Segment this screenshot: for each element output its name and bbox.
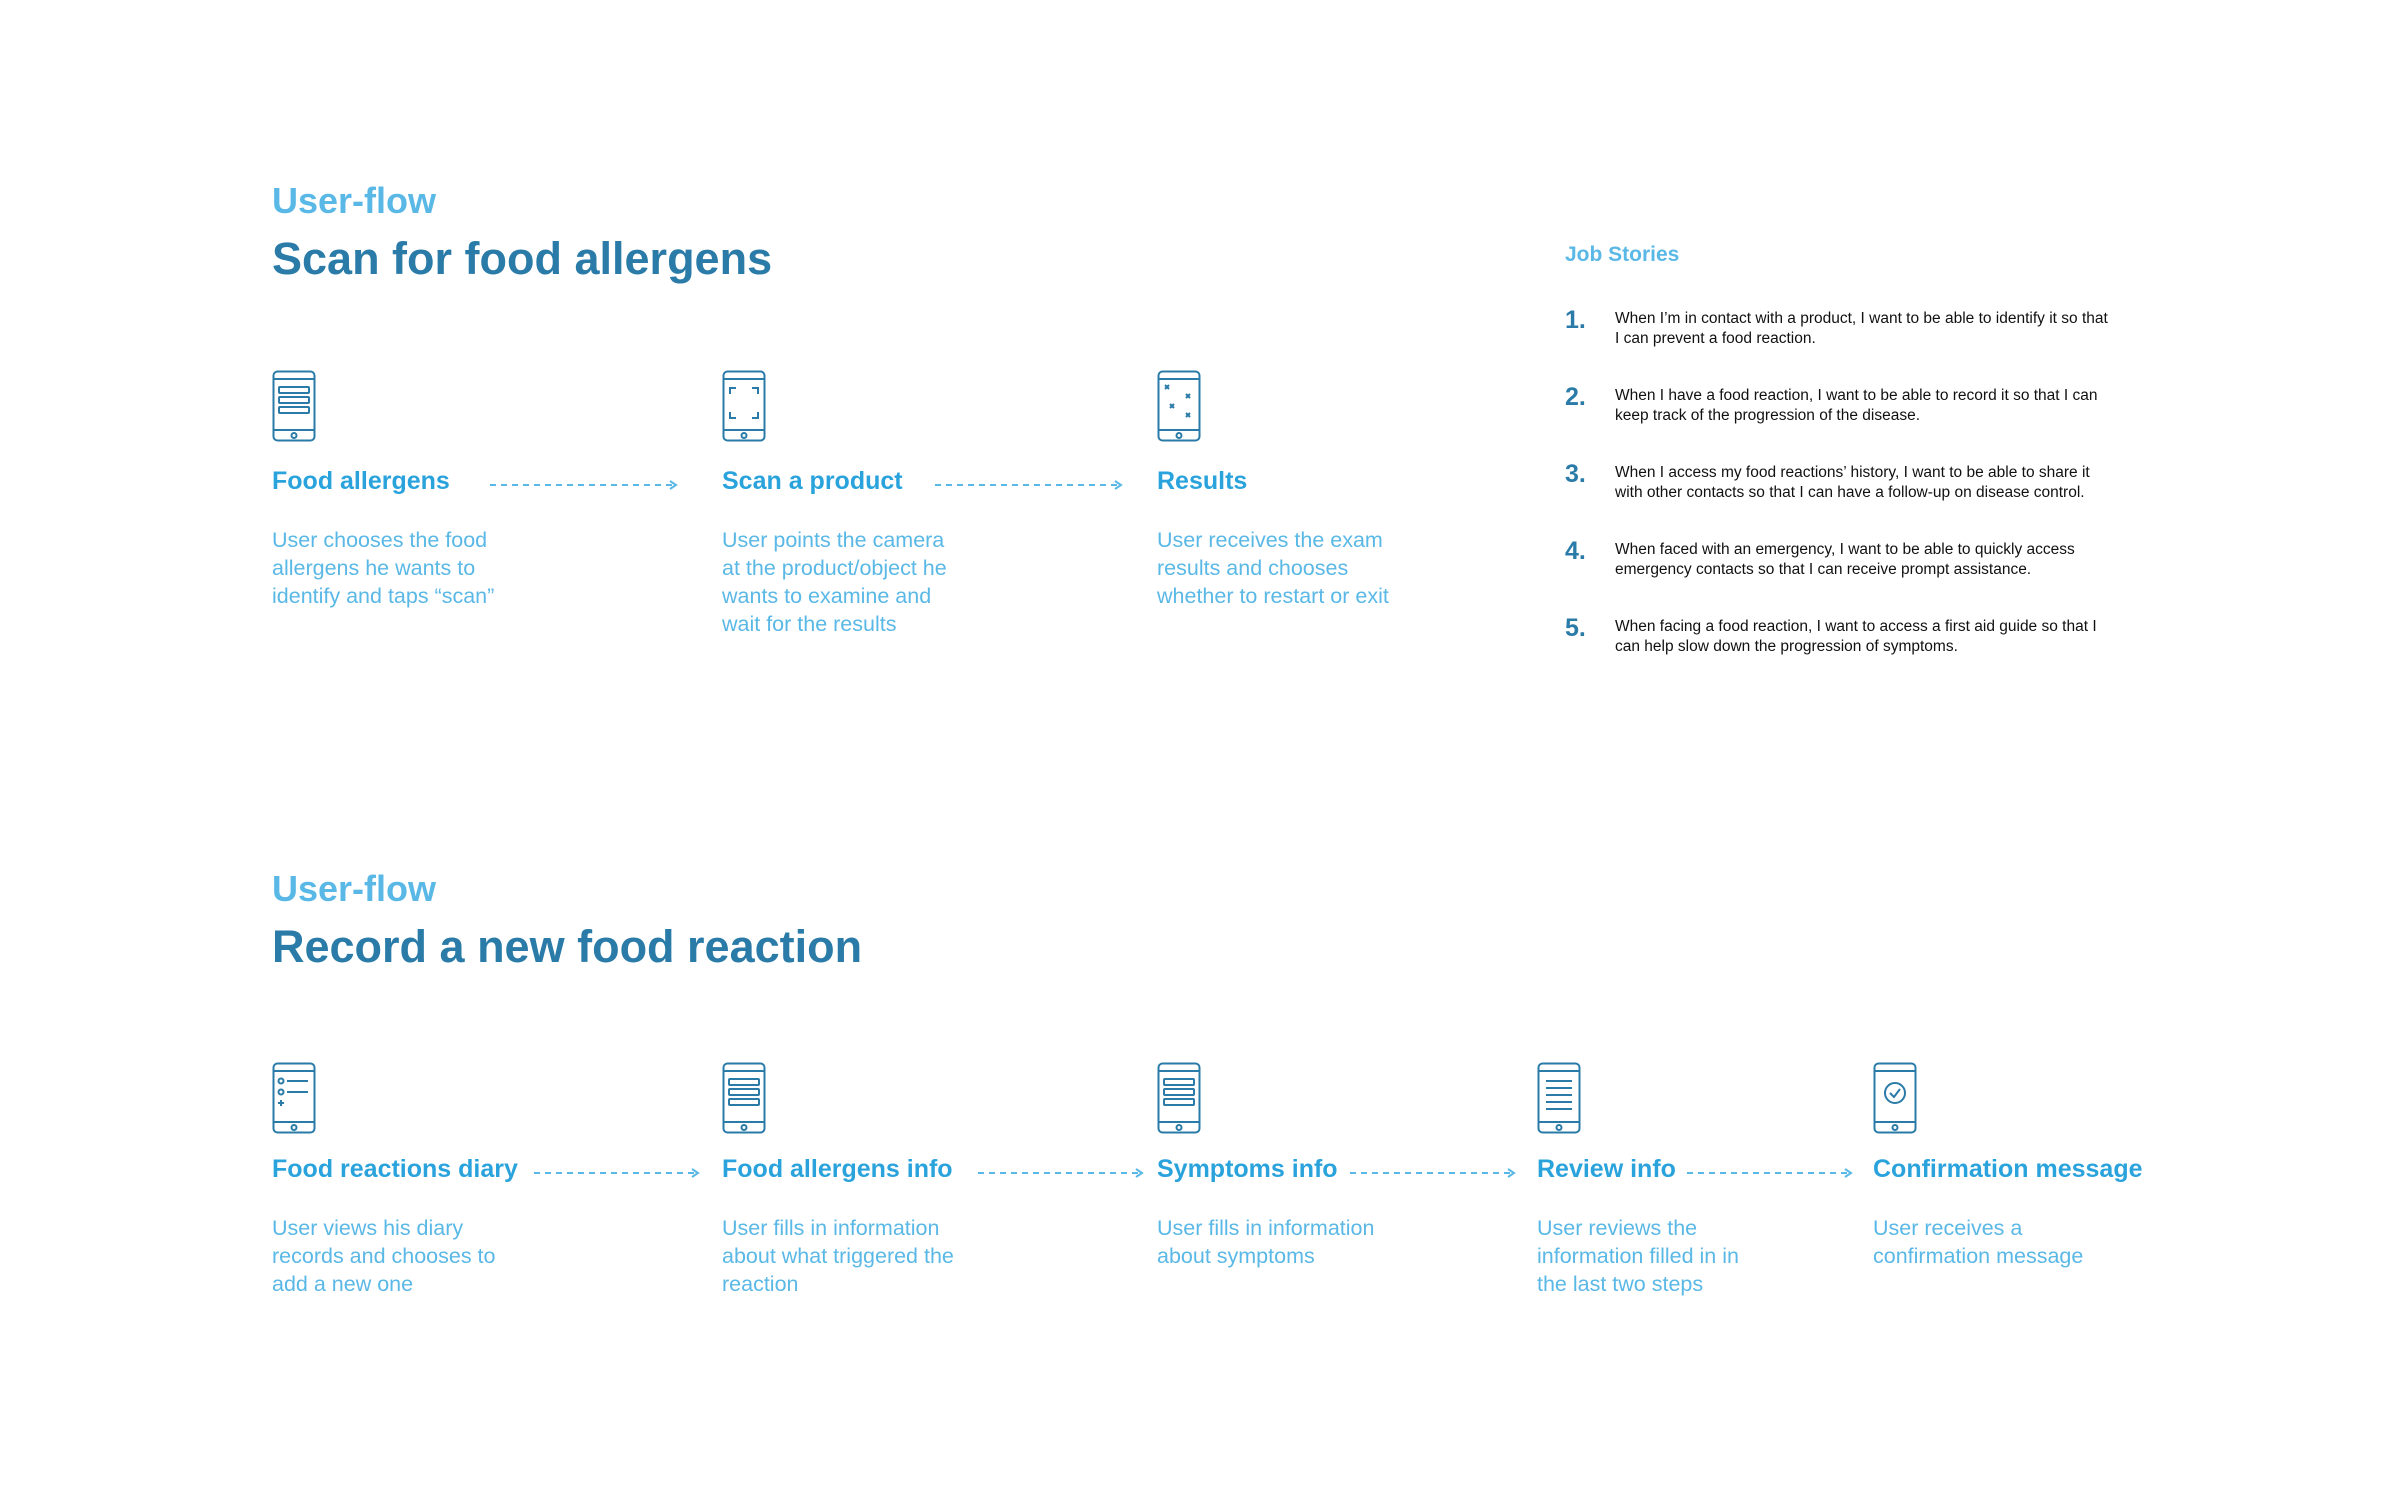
step-title-food-allergens-info: Food allergens info: [722, 1155, 953, 1183]
step-desc-review-info: User reviews the information filled in in the last two steps: [1537, 1216, 1739, 1296]
step-desc-scan-a-product: User points the camera at the product/object he wants to examine and wait for the results: [722, 528, 947, 636]
phone-list-icon: [272, 370, 316, 442]
job-story-number: 1.: [1565, 306, 1586, 334]
step-title-food-reactions-diary: Food reactions diary: [272, 1155, 518, 1183]
job-story-text: When faced with an emergency, I want to be able to quickly access emergency contacts so that I can receive prompt assistance.: [1615, 541, 2075, 578]
flow-arrow: [1350, 1166, 1518, 1180]
job-story-number: 2.: [1565, 383, 1586, 411]
job-story-text: When I have a food reaction, I want to be able to record it so that I can keep track of the progression of the disease.: [1615, 387, 2098, 424]
step-desc-symptoms-info: User fills in information about symptoms: [1157, 1216, 1375, 1268]
flow-arrow: [935, 478, 1125, 492]
step-desc-results: User receives the exam results and chooses whether to restart or exit: [1157, 528, 1389, 608]
phone-scan-icon: [722, 370, 766, 442]
job-story-text: When facing a food reaction, I want to access a first aid guide so that I can help slow down the progression of symptoms.: [1615, 618, 2097, 655]
job-story-number: 3.: [1565, 460, 1586, 488]
phone-results-icon: [1157, 370, 1201, 442]
step-title-confirmation-message: Confirmation message: [1873, 1155, 2143, 1183]
flow2-title: Record a new food reaction: [272, 921, 863, 972]
job-story-number: 5.: [1565, 614, 1586, 642]
flow2-kicker: User-flow: [272, 868, 437, 909]
phone-check-icon: [1873, 1062, 1917, 1134]
step-desc-confirmation-message: User receives a confirmation message: [1873, 1216, 2084, 1268]
job-story-number: 4.: [1565, 537, 1586, 565]
step-desc-food-reactions-diary: User views his diary records and chooses to add a new one: [272, 1216, 496, 1296]
phone-diary-icon: [272, 1062, 316, 1134]
step-desc-food-allergens: User chooses the food allergens he wants to identify and taps “scan”: [272, 528, 495, 608]
step-title-scan-a-product: Scan a product: [722, 467, 903, 495]
flow1-kicker: User-flow: [272, 180, 437, 221]
step-title-symptoms-info: Symptoms info: [1157, 1155, 1338, 1183]
phone-list-icon: [1157, 1062, 1201, 1134]
flow1-title: Scan for food allergens: [272, 233, 773, 284]
phone-document-icon: [1537, 1062, 1581, 1134]
step-title-results: Results: [1157, 467, 1248, 495]
job-story-text: When I access my food reactions’ history, I want to be able to share it with other contacts so that I can have a follow-up on disease control.: [1615, 464, 2090, 501]
phone-list-icon: [722, 1062, 766, 1134]
step-desc-food-allergens-info: User fills in information about what triggered the reaction: [722, 1216, 954, 1296]
job-stories-title: Job Stories: [1565, 243, 1680, 266]
job-story-text: When I’m in contact with a product, I want to be able to identify it so that I can prevent a food reaction.: [1615, 310, 2108, 347]
step-title-review-info: Review info: [1537, 1155, 1676, 1183]
step-title-food-allergens: Food allergens: [272, 467, 450, 495]
flow-arrow: [490, 478, 680, 492]
flow-arrow: [534, 1166, 702, 1180]
flow-arrow: [978, 1166, 1146, 1180]
flow-arrow: [1687, 1166, 1855, 1180]
